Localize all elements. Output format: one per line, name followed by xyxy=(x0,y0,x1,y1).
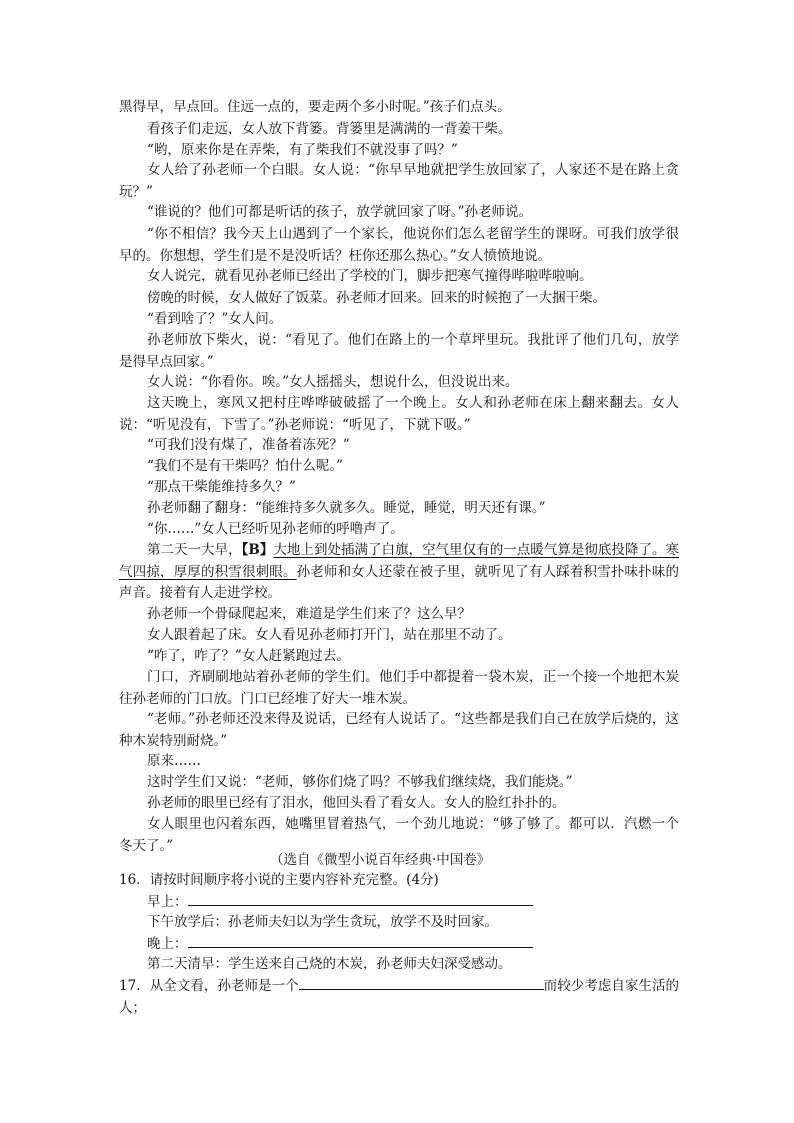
story-paragraph: “老师。”孙老师还没来得及说话，已经有人说话了。“这些都是我们自己在放学后烧的，这种木炭特别耐烧。” xyxy=(119,711,679,749)
story-paragraph-b xyxy=(119,540,679,605)
story-paragraph: 看孩子们走远，女人放下背篓。背篓里是满满的一背姜干柴。 xyxy=(147,121,512,137)
source-citation: （选自《微型小说百年经典·中国卷》 xyxy=(270,852,491,868)
underlined-sentence: 大地上到处插满了白旗，空气里仅有的一点暖气算是彻底投降了。寒气四掠，厚厚的积雪很刺眼。 xyxy=(119,542,680,580)
story-paragraph: “你……”女人已经听见孙老师的呼噜声了。 xyxy=(147,521,404,537)
story-paragraph: 孙老师翻了翻身：“能维持多久就多久。睡觉，睡觉，明天还有课。” xyxy=(147,500,546,516)
story-paragraph: 这天晚上，寒风又把村庄哗哗破破摇了一个晚上。女人和孙老师在床上翻来翻去。女人说：“听见没有，下雪了。”孙老师说：“听见了，下就下吸。” xyxy=(119,395,679,433)
story-paragraph: 原来…… xyxy=(147,753,201,769)
story-paragraph: “那点干柴能维持多久？” xyxy=(147,479,296,495)
story-paragraph: 傍晚的时候，女人做好了饭菜。孙老师才回来。回来的时候抱了一大捆干柴。 xyxy=(147,290,606,306)
story-paragraph: “咋了，咋了？”女人赶紧跑过去。 xyxy=(147,648,350,664)
q17-suffix: 而较少考虑自家生活的人； xyxy=(119,978,679,1016)
story-paragraph: 女人跟着起了床。女人看见孙老师打开门，站在那里不动了。 xyxy=(147,627,512,643)
q16-morning-label: 早上： xyxy=(147,894,188,910)
q17-prefix: 17．从全文看，孙老师是一个 xyxy=(119,978,299,994)
question-17 xyxy=(119,975,679,1019)
story-paragraph: “看到啥了？”女人问。 xyxy=(147,311,283,327)
story-paragraph: 女人眼里也闪着东西，她嘴里冒着热气，一个劲儿地说：“够了够了。都可以．汽燃一个冬天了。” xyxy=(119,816,679,854)
story-paragraph: 女人说：“你看你。唉。”女人摇摇头，想说什么，但没说出来。 xyxy=(147,374,519,390)
story-paragraph: 黑得早，早点回。住远一点的，要走两个多小时呢。”孩子们点头。 xyxy=(119,99,511,115)
answer-blank-q17[interactable] xyxy=(299,975,544,990)
story-paragraph: “你不相信？我今天上山遇到了一个家长，他说你们怎么老留学生的课呀。可我们放学很早的。你想想，学生们是不是没听话？枉你还那么热心。”女人愤愤地说。 xyxy=(119,226,679,264)
q16-morning xyxy=(119,891,679,914)
story-paragraph: 孙老师一个骨碌爬起来，难道是学生们来了？这么早？ xyxy=(147,606,471,622)
q16-next-day: 第二天清早：学生送来自己烧的木炭，孙老师夫妇深受感动。 xyxy=(147,956,512,972)
story-paragraph: “可我们没有煤了，准备着冻死？” xyxy=(147,437,350,453)
story-paragraph: 孙老师的眼里已经有了泪水，他回头看了看女人。女人的脸红扑扑的。 xyxy=(147,795,566,811)
story-paragraph: 门口，齐刷刷地站着孙老师的学生们。他们手中都提着一袋木炭，正一个接一个地把木炭往孙老师的门口放。门口已经堆了好大一堆木炭。 xyxy=(119,669,679,707)
paragraph-text: 孙老师和女人还蒙在被子里，就听见了有人踩着积雪扑味扑味的声音。接着有人走进学校。 xyxy=(119,563,680,601)
answer-blank-evening[interactable] xyxy=(188,933,533,948)
story-paragraph: “哟，原来你是在弄柴，有了柴我们不就没事了吗？” xyxy=(147,142,458,158)
story-paragraph: “我们不是有干柴吗？怕什么呢。” xyxy=(147,458,344,474)
q16-evening xyxy=(119,933,679,956)
q16-evening-label: 晚上： xyxy=(147,936,188,952)
paragraph-text: 第二天一大早， xyxy=(147,542,242,558)
story-paragraph: “谁说的？他们可都是听话的孩子，放学就回家了呀。”孙老师说。 xyxy=(147,204,533,220)
story-paragraph: 女人说完，就看见孙老师已经出了学校的门，脚步把寒气撞得哔啦哔啦响。 xyxy=(147,268,593,284)
q16-afternoon: 下午放学后：孙老师夫妇以为学生贪玩，放学不及时回家。 xyxy=(147,914,498,930)
marker-b: 【B】 xyxy=(241,542,274,558)
story-paragraph: 孙老师放下柴火，说：“看见了。他们在路上的一个草坪里玩。我批评了他们几句，放学是得早点回家。” xyxy=(119,332,679,370)
story-paragraph: 这时学生们又说：“老师，够你们烧了吗？不够我们继续烧，我们能烧。” xyxy=(147,774,573,790)
question-16-title: 16．请按时间顺序将小说的主要内容补充完整。(4分) xyxy=(119,872,439,888)
story-paragraph: 女人给了孙老师一个白眼。女人说：“你早早地就把学生放回家了，人家还不是在路上贪玩？” xyxy=(119,162,679,200)
answer-blank-morning[interactable] xyxy=(188,891,533,906)
